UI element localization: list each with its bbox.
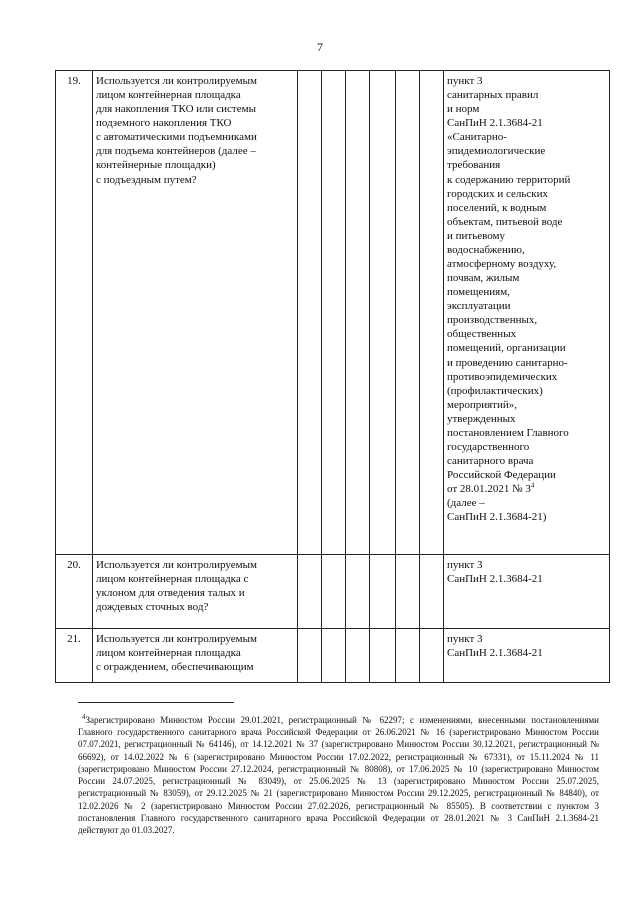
row-number: 21.: [56, 629, 93, 683]
row-number: 19.: [56, 71, 93, 555]
answer-cell: [396, 71, 420, 555]
question-cell: Используется ли контролируемым лицом контейнерная площадка с уклоном для отведения талых и дождевых сточных вод?: [93, 555, 298, 629]
table-row: [56, 555, 610, 629]
requirement-cell: пункт 3 СанПиН 2.1.3684-21: [444, 555, 610, 629]
answer-cell: [370, 555, 396, 629]
answer-cell: [396, 629, 420, 683]
footnote: [78, 714, 599, 836]
requirement-cell: пункт 3 СанПиН 2.1.3684-21: [444, 629, 610, 683]
checklist-table: [55, 70, 610, 683]
answer-cell: [322, 555, 346, 629]
footnote-marker: 4: [82, 713, 86, 721]
table-row: [56, 629, 610, 683]
requirement-text: пункт 3 санитарных правил и норм СанПиН 2.1.3684-21 «Санитарно- эпидемиологические требования к содержанию территорий городских и сельских поселений, к водным объектам, питьевой воде и питьевому водоснабжению, атмосферному воздуху, почвам, жилым помещениям, эксплуатации производственных, общественных помещений, организации и проведению санитарно- противоэпидемических (профилактических) мероприятий», утвержденных постановлением Главного государственного санитарного врача Российской Федерации от 28.01.2021 № 3: [447, 75, 571, 496]
row-number: 20.: [56, 555, 93, 629]
question-cell: Используется ли контролируемым лицом контейнерная площадка для накопления ТКО или системы подземного накопления ТКО с автоматическими подъемниками для подъема контейнеров (далее – контейнерные площадки) с подъездным путем?: [93, 71, 298, 555]
question-cell: Используется ли контролируемым лицом контейнерная площадка с ограждением, обеспечивающим: [93, 629, 298, 683]
footnote-text: Зарегистрировано Минюстом России 29.01.2021, регистрационный № 62297; с изменениями, внесенными постановлениями Главного государственного санитарного врача Российской Федерации от 26.06.2021 № 16 (зарегистрировано Минюстом России 07.07.2021, регистрационный № 64146), от 14.12.2021 № 37 (зарегистрировано Минюстом России 30.12.2021, регистрационный № 66692), от 14.02.2022 № 6 (зарегистрировано Минюстом России 17.02.2022, регистрационный № 67331), от 15.11.2024 № 11 (зарегистрировано Минюстом России 27.12.2024, регистрационный № 80808), от 17.06.2025 № 10 (зарегистрировано Минюстом России 24.07.2025, регистрационный № 83049), от 25.06.2025 № 13 (зарегистрировано Минюстом России 25.07.2025, регистрационный № 83059), от 29.12.2025 № 21 (зарегистрировано Минюстом России 29.12.2025, регистрационный № 84840), от 12.02.2026 № 2 (зарегистрировано Минюстом России 27.02.2026, регистрационный № 85505). В соответствии с пунктом 3 постановления Главного государственного санитарного врача Российской Федерации от 28.01.2021 № 3 СанПиН 2.1.3684-21 действуют до 01.03.2027.: [78, 715, 599, 836]
table-row: [56, 71, 610, 555]
answer-cell: [420, 71, 444, 555]
answer-cell: [420, 555, 444, 629]
requirement-cell: [444, 71, 610, 555]
answer-cell: [396, 555, 420, 629]
answer-cell: [346, 71, 370, 555]
answer-cell: [370, 629, 396, 683]
footnote-reference: 4: [530, 481, 535, 490]
answer-cell: [298, 71, 322, 555]
answer-cell: [420, 629, 444, 683]
answer-cell: [298, 555, 322, 629]
answer-cell: [346, 629, 370, 683]
answer-cell: [370, 71, 396, 555]
requirement-text-tail: (далее – СанПиН 2.1.3684-21): [447, 497, 547, 524]
answer-cell: [322, 71, 346, 555]
answer-cell: [346, 555, 370, 629]
footnote-separator: [78, 702, 234, 703]
answer-cell: [322, 629, 346, 683]
answer-cell: [298, 629, 322, 683]
page-number: 7: [317, 40, 323, 54]
